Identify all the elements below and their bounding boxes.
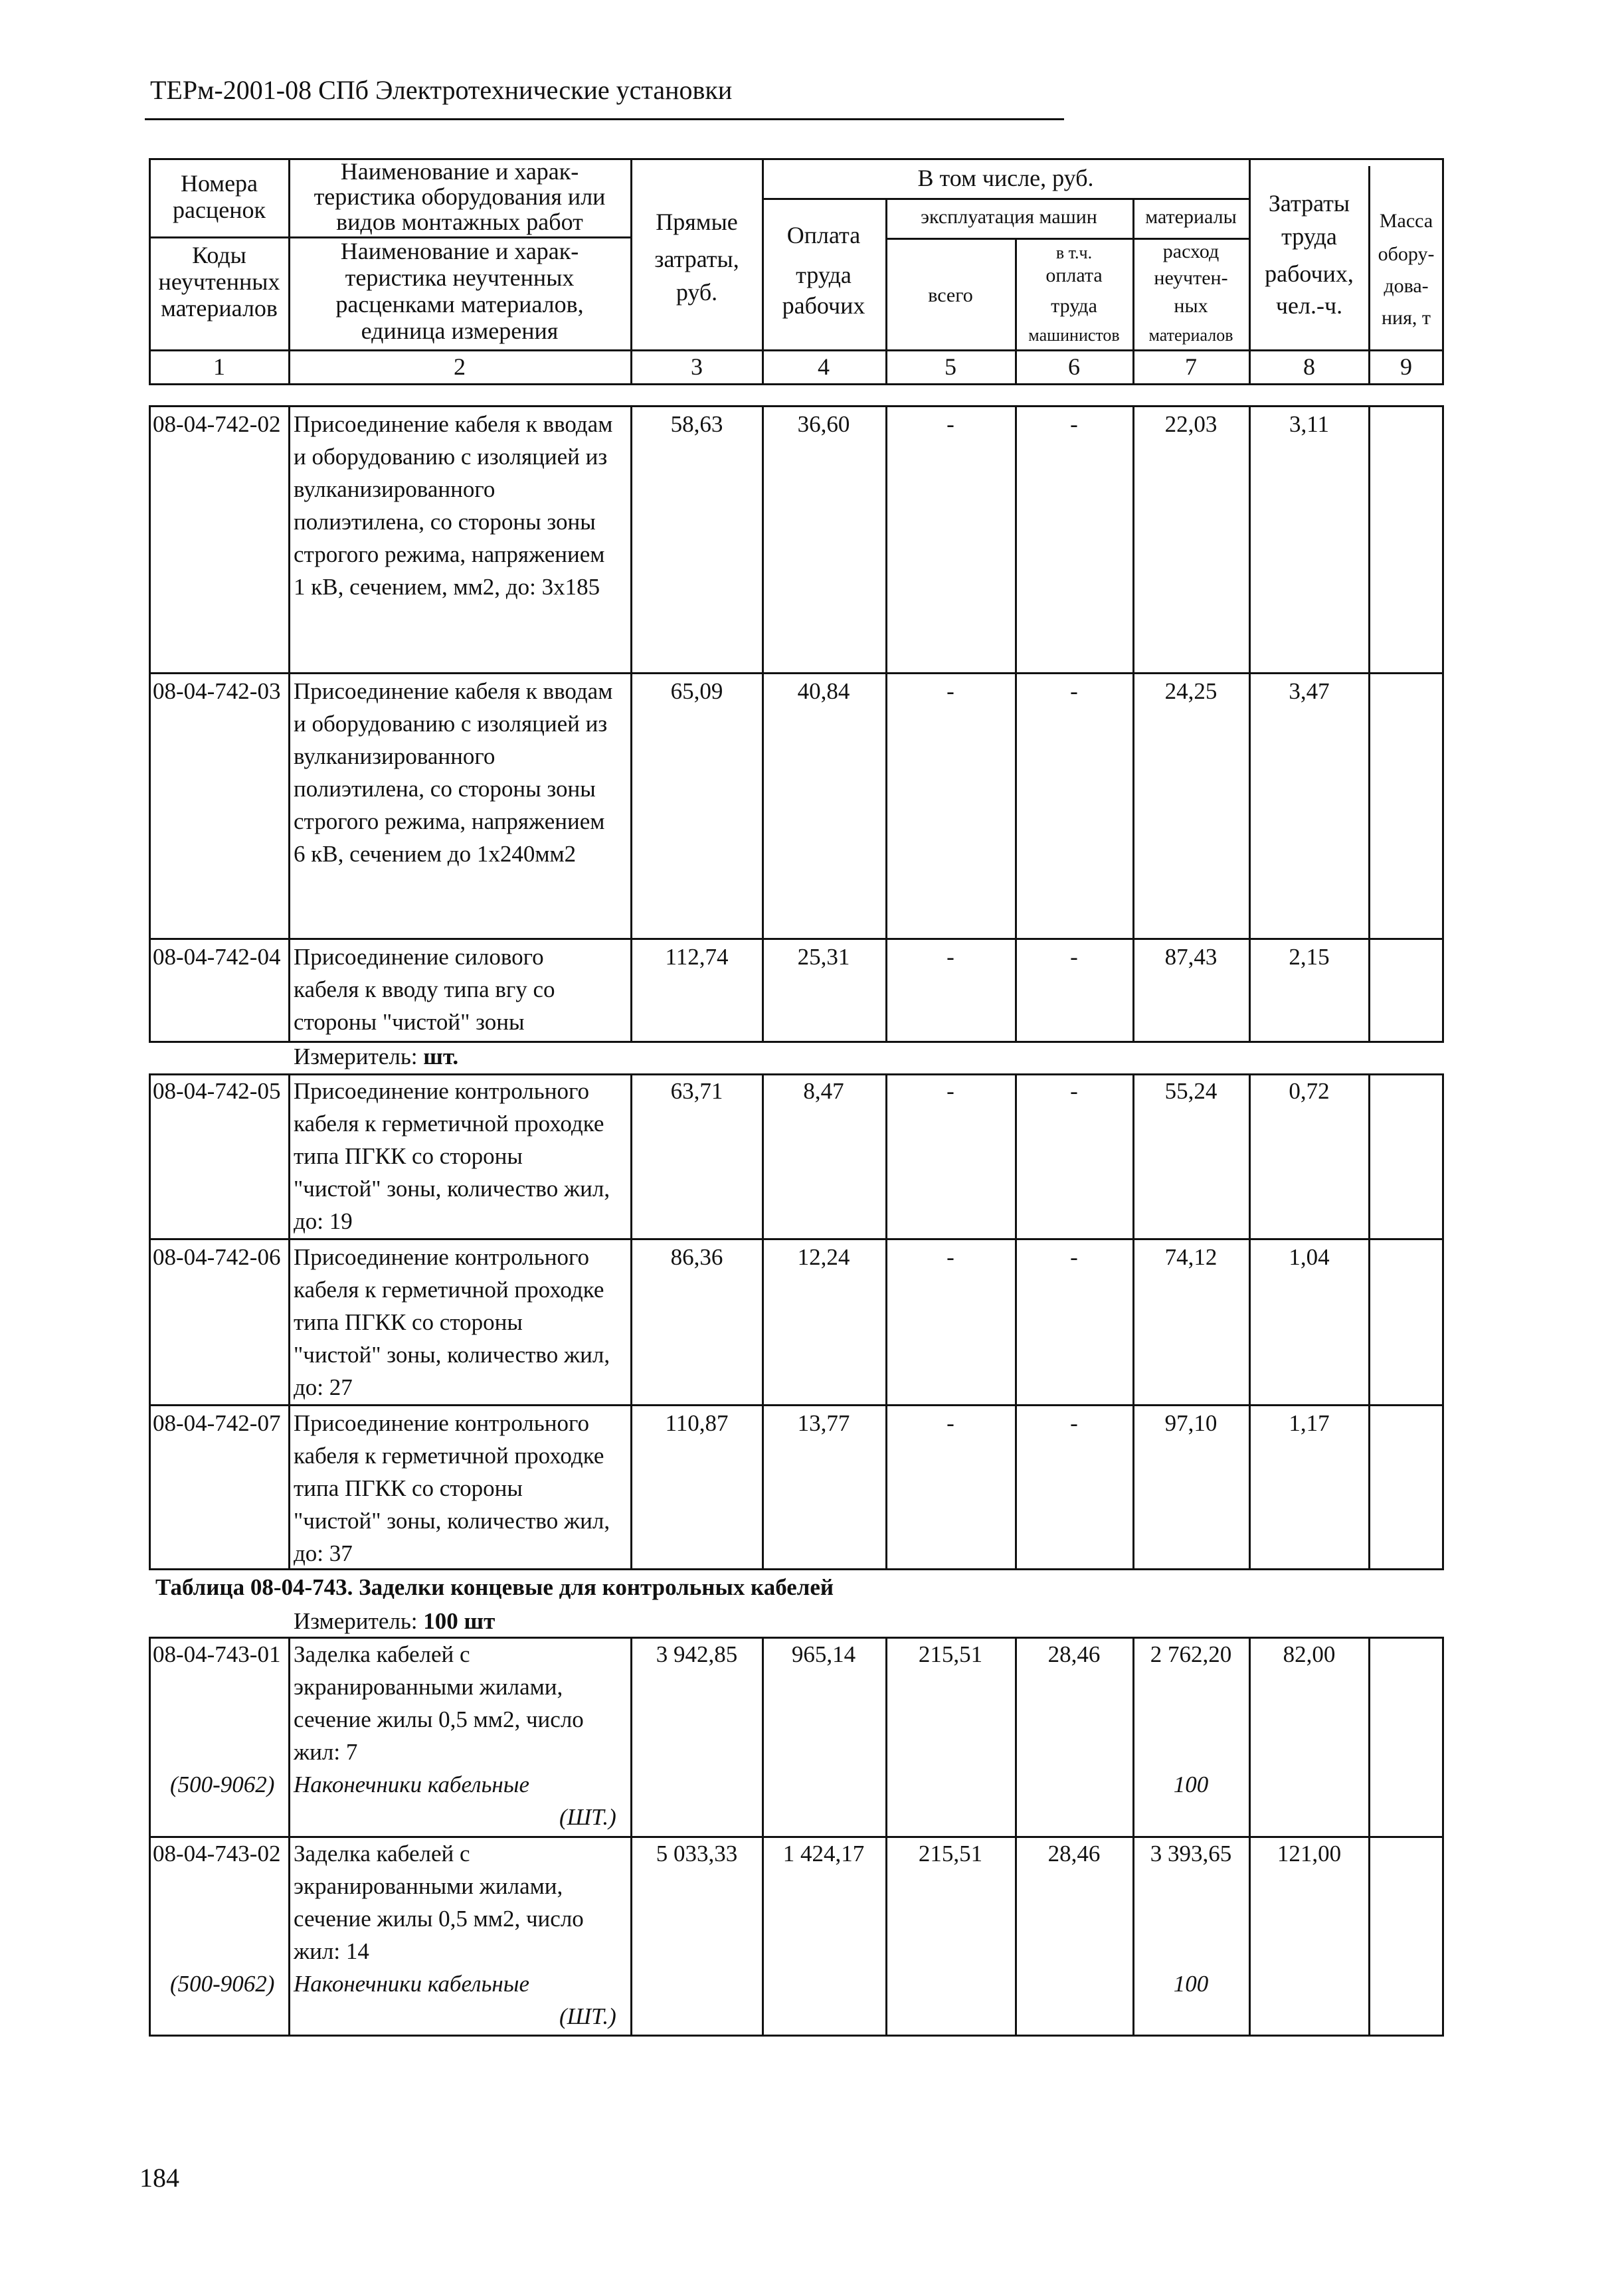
machinist-labor: 28,46 xyxy=(1047,1641,1101,1667)
material-quantity: 100 xyxy=(1173,1772,1209,1797)
direct-costs: 65,09 xyxy=(670,678,723,704)
material-unit: (ШТ.) xyxy=(559,2003,616,2029)
labor-hours: 3,47 xyxy=(1289,678,1330,704)
direct-costs: 86,36 xyxy=(670,1244,723,1270)
machine-cost: - xyxy=(947,678,954,704)
row-code: 08-04-742-04 xyxy=(153,944,281,970)
direct-costs: 5 033,33 xyxy=(656,1841,738,1867)
materials-cost: 55,24 xyxy=(1164,1078,1218,1104)
row-name-line: "чистой" зоны, количество жил, xyxy=(294,1508,610,1534)
row-name-line: "чистой" зоны, количество жил, xyxy=(294,1342,610,1368)
col6-line-3: труда xyxy=(1051,295,1097,317)
row-name-line: Присоединение кабеля к вводам xyxy=(294,678,613,704)
row-name-line: Заделка кабелей с xyxy=(294,1641,470,1667)
row-name-line: стороны "чистой" зоны xyxy=(294,1009,525,1035)
col7-line-1: расход xyxy=(1162,240,1219,262)
col2-bottom-line-1: Наименование и харак- xyxy=(340,238,579,264)
col4-line-3: рабочих xyxy=(782,292,865,319)
row-name-line: Заделка кабелей с xyxy=(294,1841,470,1867)
meter-unit: 100 шт xyxy=(423,1608,496,1634)
meter-label: Измеритель: xyxy=(294,1044,424,1069)
col-number: 2 xyxy=(454,353,466,380)
col-number: 8 xyxy=(1303,353,1315,380)
col2-top-line-3: видов монтажных работ xyxy=(336,209,583,235)
row-name-line: кабеля к герметичной проходке xyxy=(294,1111,604,1137)
material-name: Наконечники кабельные xyxy=(294,1971,529,1997)
materials-cost: 24,25 xyxy=(1164,678,1218,704)
row-name-line: строгого режима, напряжением xyxy=(294,808,605,834)
row-name-line: строгого режима, напряжением xyxy=(294,541,605,567)
labor-cost: 13,77 xyxy=(797,1410,850,1436)
col-number: 9 xyxy=(1400,353,1412,380)
row-code: 08-04-742-02 xyxy=(153,411,281,437)
direct-costs: 63,71 xyxy=(670,1078,723,1104)
col7-line-3: ных xyxy=(1174,295,1208,317)
row-name-line: вулканизированного xyxy=(294,476,496,502)
header-rule xyxy=(145,118,1064,120)
col5-header: всего xyxy=(928,284,973,306)
labor-hours: 121,00 xyxy=(1277,1841,1342,1867)
row-name-line: кабеля к вводу типа вгу со xyxy=(294,976,555,1002)
col7-line-2: неучтен- xyxy=(1154,267,1228,289)
machinist-labor: - xyxy=(1070,1078,1078,1104)
labor-hours: 1,17 xyxy=(1289,1410,1330,1436)
col2-bottom-line-3: расценками материалов, xyxy=(335,291,584,318)
materials-cost: 3 393,65 xyxy=(1150,1841,1232,1867)
machines-header: эксплуатация машин xyxy=(921,206,1097,228)
materials-cost: 22,03 xyxy=(1164,411,1218,437)
machine-cost: - xyxy=(947,1410,954,1436)
meter-line xyxy=(294,1605,495,1637)
row-name-line: экранированными жилами, xyxy=(294,1674,563,1700)
direct-costs: 3 942,85 xyxy=(656,1641,738,1667)
materials-header: материалы xyxy=(1145,206,1237,228)
col1-top-line-1: Номера xyxy=(180,170,258,197)
row-code: 08-04-743-01 xyxy=(153,1641,281,1667)
row-name-line: до: 27 xyxy=(294,1374,353,1400)
row-code: 08-04-743-02 xyxy=(153,1841,281,1867)
labor-hours: 1,04 xyxy=(1289,1244,1330,1270)
col3-line-2: затраты, xyxy=(654,246,739,272)
labor-cost: 40,84 xyxy=(797,678,850,704)
row-name-line: типа ПГКК со стороны xyxy=(294,1309,523,1335)
col2-bottom-line-4: единица измерения xyxy=(361,318,559,344)
machinist-labor: - xyxy=(1070,1244,1078,1270)
row-name-line: вулканизированного xyxy=(294,743,496,769)
col2-bottom-line-2: теристика неучтенных xyxy=(345,264,575,291)
row-name-line: до: 37 xyxy=(294,1540,353,1566)
material-name: Наконечники кабельные xyxy=(294,1772,529,1797)
row-name-line: типа ПГКК со стороны xyxy=(294,1475,523,1501)
machine-cost: 215,51 xyxy=(918,1841,983,1867)
row-name-line: жил: 7 xyxy=(294,1739,358,1765)
row-name-line: типа ПГКК со стороны xyxy=(294,1143,523,1169)
labor-hours: 2,15 xyxy=(1289,944,1330,970)
meter-unit: шт. xyxy=(423,1044,459,1069)
direct-costs: 110,87 xyxy=(665,1410,729,1436)
page-header: ТЕРм-2001-08 СПб Электротехнические установки xyxy=(150,75,733,105)
col2-top-line-2: теристика оборудования или xyxy=(314,183,606,210)
page-number: 184 xyxy=(139,2163,179,2193)
row-code: 08-04-742-03 xyxy=(153,678,281,704)
material-quantity: 100 xyxy=(1173,1971,1209,1997)
direct-costs: 112,74 xyxy=(665,944,729,970)
col9-line-1: Масса xyxy=(1379,210,1433,232)
col1-bottom-line-2: неучтенных xyxy=(158,268,280,295)
row-name-line: и оборудованию с изоляцией из xyxy=(294,444,608,470)
meter-label: Измеритель: xyxy=(294,1608,424,1634)
col-number: 7 xyxy=(1185,353,1197,380)
col6-line-1: в т.ч. xyxy=(1055,243,1093,262)
row-name-line: до: 19 xyxy=(294,1208,353,1234)
row-name-line: сечение жилы 0,5 мм2, число xyxy=(294,1706,584,1732)
row-name-line: сечение жилы 0,5 мм2, число xyxy=(294,1906,584,1932)
row-name-line: кабеля к герметичной проходке xyxy=(294,1443,604,1469)
labor-hours: 0,72 xyxy=(1289,1078,1330,1104)
group-header: В том числе, руб. xyxy=(917,165,1094,191)
row-name-line: полиэтилена, со стороны зоны xyxy=(294,509,596,535)
col6-line-2: оплата xyxy=(1045,264,1103,286)
col-number: 4 xyxy=(818,353,830,380)
col3-line-3: руб. xyxy=(676,279,718,306)
machine-cost: - xyxy=(947,1078,954,1104)
machinist-labor: - xyxy=(1070,944,1078,970)
material-unit: (ШТ.) xyxy=(559,1804,616,1830)
col3-line-1: Прямые xyxy=(656,209,738,235)
col7-line-4: материалов xyxy=(1148,325,1233,345)
col8-line-1: Затраты xyxy=(1268,190,1350,217)
col8-line-4: чел.-ч. xyxy=(1275,292,1343,319)
row-code: 08-04-742-05 xyxy=(153,1078,281,1104)
machinist-labor: - xyxy=(1070,1410,1078,1436)
col-number: 5 xyxy=(945,353,956,380)
col4-line-1: Оплата xyxy=(786,222,861,248)
col-number: 6 xyxy=(1068,353,1080,380)
col6-line-4: машинистов xyxy=(1028,325,1120,345)
row-name-line: 1 кВ, сечением, мм2, до: 3х185 xyxy=(294,574,600,600)
col-number: 1 xyxy=(213,353,225,380)
col9-line-2: обору- xyxy=(1378,243,1435,265)
materials-cost: 2 762,20 xyxy=(1150,1641,1232,1667)
direct-costs: 58,63 xyxy=(670,411,723,437)
labor-cost: 25,31 xyxy=(797,944,850,970)
row-name-line: кабеля к герметичной проходке xyxy=(294,1277,604,1303)
labor-cost: 36,60 xyxy=(797,411,850,437)
col-number: 3 xyxy=(691,353,703,380)
col9-line-4: ния, т xyxy=(1381,307,1431,329)
labor-hours: 3,11 xyxy=(1289,411,1329,437)
machine-cost: - xyxy=(947,944,954,970)
row-name-line: 6 кВ, сечением до 1х240мм2 xyxy=(294,841,577,867)
machinist-labor: - xyxy=(1070,678,1078,704)
row-name-line: полиэтилена, со стороны зоны xyxy=(294,776,596,802)
machinist-labor: 28,46 xyxy=(1047,1841,1101,1867)
table-title: Таблица 08-04-743. Заделки концевые для контрольных кабелей xyxy=(155,1574,834,1600)
materials-cost: 87,43 xyxy=(1164,944,1218,970)
labor-cost: 8,47 xyxy=(803,1078,844,1104)
row-name-line: Присоединение контрольного xyxy=(294,1078,589,1104)
materials-cost: 74,12 xyxy=(1164,1244,1218,1270)
row-name-line: "чистой" зоны, количество жил, xyxy=(294,1176,610,1202)
labor-cost: 965,14 xyxy=(791,1641,856,1667)
machinist-labor: - xyxy=(1070,411,1078,437)
row-name-line: Присоединение кабеля к вводам xyxy=(294,411,613,437)
machine-cost: - xyxy=(947,1244,954,1270)
meter-line xyxy=(294,1040,458,1073)
material-code: (500-9062) xyxy=(170,1971,275,1997)
row-code: 08-04-742-06 xyxy=(153,1244,281,1270)
col1-top-line-2: расценок xyxy=(173,197,266,223)
row-name-line: экранированными жилами, xyxy=(294,1873,563,1899)
col9-line-3: дова- xyxy=(1384,275,1429,297)
row-name-line: Присоединение контрольного xyxy=(294,1410,589,1436)
labor-cost: 1 424,17 xyxy=(782,1841,865,1867)
material-code: (500-9062) xyxy=(170,1772,275,1797)
row-name-line: Присоединение контрольного xyxy=(294,1244,589,1270)
col4-line-2: труда xyxy=(796,262,852,288)
row-name-line: жил: 14 xyxy=(294,1938,369,1964)
col8-line-2: труда xyxy=(1281,223,1337,250)
col8-line-3: рабочих, xyxy=(1265,260,1354,287)
labor-cost: 12,24 xyxy=(797,1244,850,1270)
col2-top-line-1: Наименование и харак- xyxy=(340,158,579,185)
machine-cost: - xyxy=(947,411,954,437)
row-code: 08-04-742-07 xyxy=(153,1410,281,1436)
materials-cost: 97,10 xyxy=(1164,1410,1218,1436)
machine-cost: 215,51 xyxy=(918,1641,983,1667)
row-name-line: Присоединение силового xyxy=(294,944,544,970)
row-name-line: и оборудованию с изоляцией из xyxy=(294,711,608,737)
col1-bottom-line-1: Коды xyxy=(192,242,246,268)
col1-bottom-line-3: материалов xyxy=(161,295,278,321)
labor-hours: 82,00 xyxy=(1283,1641,1336,1667)
